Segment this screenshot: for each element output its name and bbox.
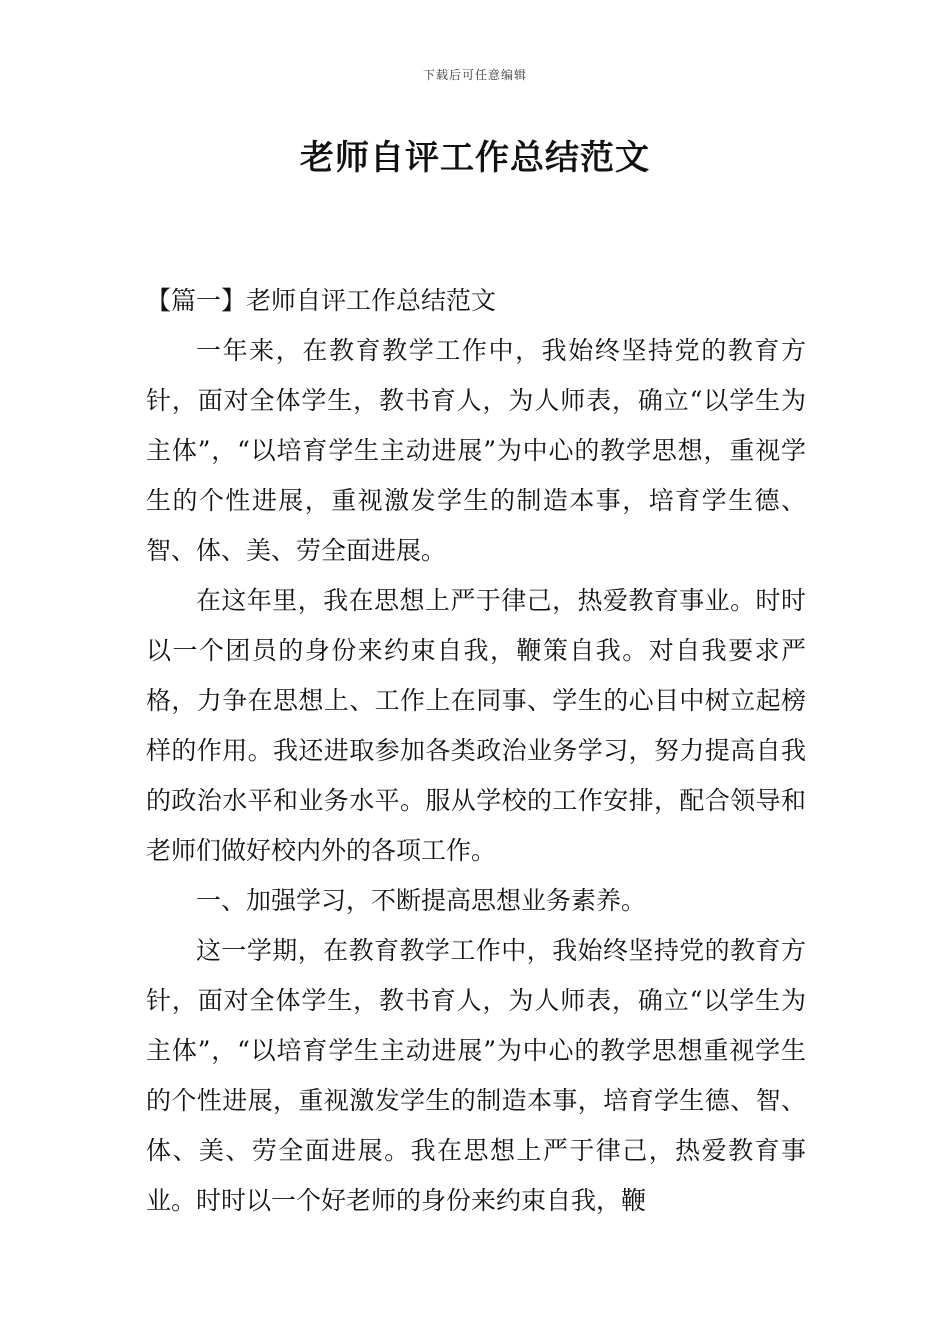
section-heading: 【篇一】老师自评工作总结范文 xyxy=(146,286,497,315)
paragraph: 这一学期，在教育教学工作中，我始终坚持党的教育方针，面对全体学生，教书育人，为人师表，确立“以学生为主体”，“以培育学生主动进展”为中心的教学思想重视学生的个性进展，重视激发学生的制造本事，培育学生德、智、体、美、劳全面进展。我在思想上严于律己，热爱教育事业。时时以一个好老师的身份来约束自我，鞭 xyxy=(146,936,806,1215)
paragraph: 一年来，在教育教学工作中，我始终坚持党的教育方针，面对全体学生，教书育人，为人师表，确立“以学生为主体”，“以培育学生主动进展”为中心的教学思想，重视学生的个性进展，重视激发学生的制造本事，培育学生德、智、体、美、劳全面进展。 xyxy=(146,336,806,565)
paragraph: 一、加强学习，不断提高思想业务素养。 xyxy=(196,886,647,915)
document-body xyxy=(146,276,806,1226)
header-note: 下载后可任意编辑 xyxy=(422,68,527,82)
paragraph: 在这年里，我在思想上严于律己，热爱教育事业。时时以一个团员的身份来约束自我，鞭策自我。对自我要求严格，力争在思想上、工作上在同事、学生的心目中树立起榜样的作用。我还进取参加各类政治业务学习，努力提高自我的政治水平和业务水平。服从学校的工作安排，配合领导和老师们做好校内外的各项工作。 xyxy=(146,586,806,865)
document-title: 老师自评工作总结范文 xyxy=(300,138,650,178)
